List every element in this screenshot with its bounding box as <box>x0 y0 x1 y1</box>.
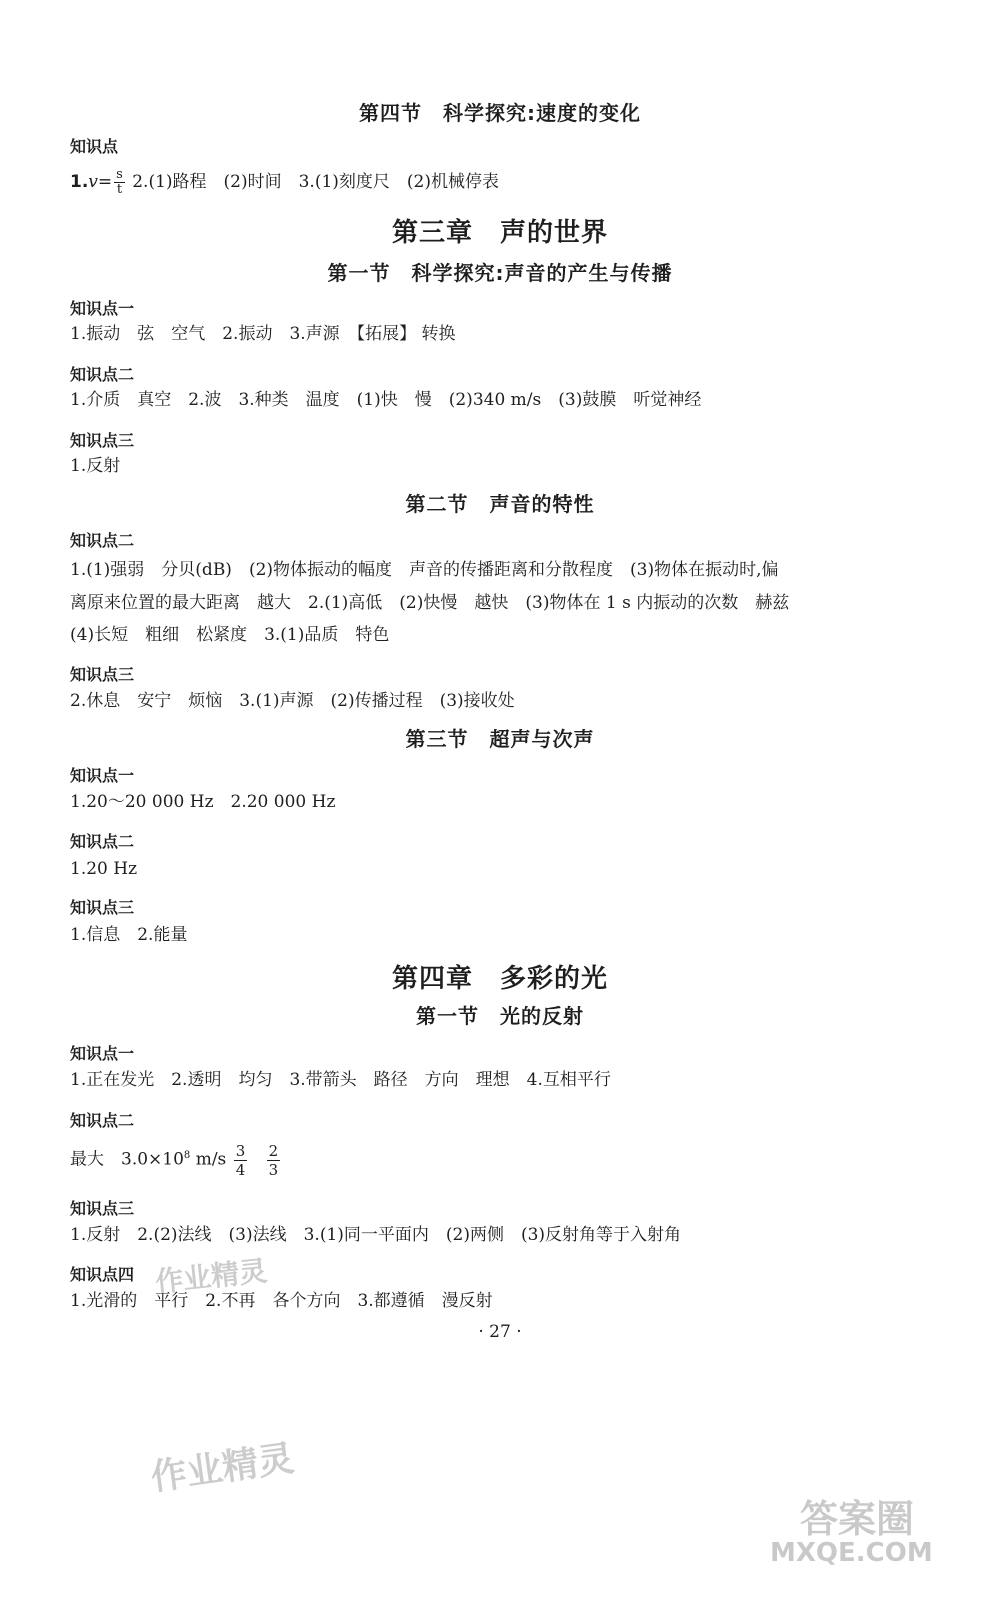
answer-line: 2.休息 安宁 烦恼 3.(1)声源 (2)传播过程 (3)接收处 <box>70 691 515 711</box>
answer-line <box>70 1140 282 1179</box>
knowledge-point-label: 知识点四 <box>70 1265 135 1284</box>
section-title: 第二节 声音的特性 <box>405 492 595 516</box>
knowledge-point-label: 知识点二 <box>70 832 135 851</box>
chapter-title: 第三章 声的世界 <box>391 218 608 248</box>
answer-line: 1.信息 2.能量 <box>70 925 188 945</box>
answer-line: 1.(1)强弱 分贝(dB) (2)物体振动的幅度 声音的传播距离和分散程度 (3)物体在振动时,偏 <box>70 560 779 580</box>
knowledge-point-label: 知识点三 <box>70 1199 135 1218</box>
section-title: 第一节 科学探究:声音的产生与传播 <box>327 261 673 285</box>
answer-line: 1.振动 弦 空气 2.振动 3.声源 【拓展】 转换 <box>70 324 456 344</box>
exponent: 8 <box>183 1150 191 1161</box>
answer-line: 离原来位置的最大距离 越大 2.(1)高低 (2)快慢 越快 (3)物体在 1 s 内振动的次数 赫兹 <box>70 593 790 613</box>
answer-line: 1.光滑的 平行 2.不再 各个方向 3.都遵循 漫反射 <box>70 1291 493 1311</box>
watermark-url: MXQE.COM <box>770 1538 933 1568</box>
watermark-stamp: 作业精灵 <box>148 1438 297 1499</box>
section-title: 第四节 科学探究:速度的变化 <box>359 101 641 125</box>
watermark-stamp: 作业精灵 <box>153 1254 269 1299</box>
section-title: 第三节 超声与次声 <box>405 727 595 751</box>
knowledge-point-label: 知识点二 <box>70 1111 135 1130</box>
answer-line: 1.反射 <box>70 456 121 476</box>
answer-line: 1.正在发光 2.透明 均匀 3.带箭头 路径 方向 理想 4.互相平行 <box>70 1070 611 1090</box>
fraction-s-over-t: $\frac{s}{t}$ <box>116 167 123 197</box>
knowledge-point-label: 知识点二 <box>70 365 135 384</box>
item-number: 1. <box>70 172 89 192</box>
knowledge-point-label: 知识点一 <box>70 766 135 785</box>
chapter-title: 第四章 多彩的光 <box>391 964 608 994</box>
knowledge-point-label: 知识点二 <box>70 531 135 550</box>
page-number: · 27 · <box>478 1322 522 1342</box>
section-title: 第一节 光的反射 <box>416 1004 584 1028</box>
answer-line: (4)长短 粗细 松紧度 3.(1)品质 特色 <box>70 625 390 645</box>
unit: m/s <box>190 1149 232 1170</box>
answer-line: 1.反射 2.(2)法线 (3)法线 3.(1)同一平面内 (2)两侧 (3)反射角等于入射角 <box>70 1225 682 1245</box>
knowledge-point-label: 知识点三 <box>70 665 135 684</box>
velocity-formula: v= <box>88 172 113 192</box>
answer-text: 2.(1)路程 (2)时间 3.(1)刻度尺 (2)机械停表 <box>126 172 499 192</box>
knowledge-point-label: 知识点三 <box>70 898 135 917</box>
fraction-two-thirds: $\frac{2}{3}$ <box>268 1141 279 1179</box>
answer-line: 1.20 Hz <box>70 859 138 879</box>
speed-of-light-text: 最大 3.0×10 <box>70 1149 184 1170</box>
watermark-logo: 答案圈 <box>800 1497 915 1541</box>
answer-line: 1.20～20 000 Hz 2.20 000 Hz <box>70 792 336 812</box>
knowledge-point-label: 知识点一 <box>70 1044 135 1063</box>
knowledge-point-label: 知识点 <box>70 137 119 156</box>
fraction-three-quarters: $\frac{3}{4}$ <box>235 1141 246 1179</box>
answer-line <box>70 166 499 198</box>
answer-line: 1.介质 真空 2.波 3.种类 温度 (1)快 慢 (2)340 m/s (3)鼓膜 听觉神经 <box>70 390 702 410</box>
knowledge-point-label: 知识点三 <box>70 431 135 450</box>
knowledge-point-label: 知识点一 <box>70 299 135 318</box>
